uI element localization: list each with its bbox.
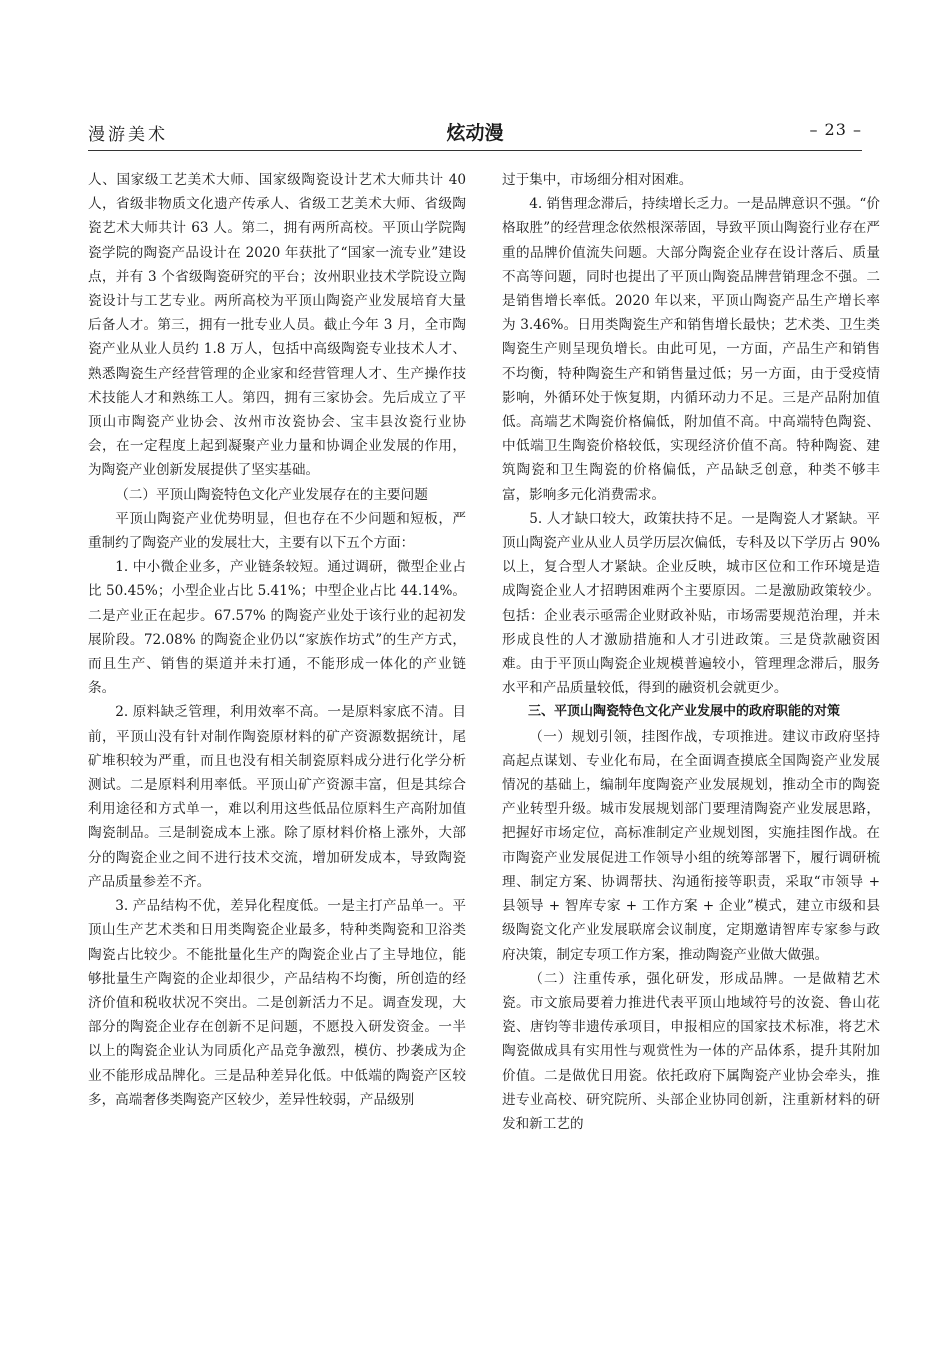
left-column <box>88 168 466 1112</box>
paragraph: 2. 原料缺乏管理，利用效率不高。一是原料家底不清。目前，平顶山没有针对制作陶瓷原材料的矿产资源数据统计，尾矿堆积较为严重，而且也没有相关制瓷原料成分进行化学分析测试。二是原料利用率低。平顶山矿产资源丰富，但是其综合利用途径和方式单一，难以利用这些低品位原料生产高附加值陶瓷制品。三是制瓷成本上涨。除了原材料价格上涨外，大部分的陶瓷企业之间不进行技术交流，增加研发成本，导致陶瓷产品质量参差不齐。 <box>88 704 466 890</box>
section-heading: 三、平顶山陶瓷特色文化产业发展中的政府职能的对策 <box>528 704 841 720</box>
paragraph: 过于集中，市场细分相对困难。 <box>502 172 693 188</box>
subsection-heading: （二）平顶山陶瓷特色文化产业发展存在的主要问题 <box>115 486 428 503</box>
paragraph: 5. 人才缺口较大，政策扶持不足。一是陶瓷人才紧缺。平顶山陶瓷产业从业人员学历层次偏低，专科及以下学历占 90% 以上，复合型人才紧缺。企业反映，城市区位和工作环境是造成陶瓷企业人才招聘困难两个主要原因。二是激励政策较少。包括：企业表示亟需企业财政补贴，市场需要规范治理，并未形成良性的人才激励措施和人才引进政策。三是贷款融资困难。由于平顶山陶瓷企业规模普遍较小，管理理念滞后，服务水平和产品质量较低，得到的融资机会就更少。 <box>502 510 880 697</box>
header-rule <box>88 150 862 151</box>
page-number: – 23 – <box>809 120 862 139</box>
journal-name: 漫游美术 <box>88 125 168 145</box>
paragraph: 平顶山陶瓷产业优势明显，但也存在不少问题和短板，严重制约了陶瓷产业的发展壮大，主要有以下五个方面： <box>88 510 466 552</box>
paragraph: （二）注重传承，强化研发，形成品牌。一是做精艺术瓷。市文旅局要着力推进代表平顶山地域符号的汝瓷、鲁山花瓷、唐钧等非遗传承项目，申报相应的国家技术标准，将艺术陶瓷做成具有实用性与观赏性为一体的产品体系，提升其附加价值。二是做优日用瓷。依托政府下属陶瓷产业协会牵头，推进专业高校、研究院所、头部企业协同创新，注重新材料的研发和新工艺的 <box>502 970 880 1132</box>
right-column <box>502 168 880 1136</box>
section-title: 炫动漫 <box>446 122 504 144</box>
running-header <box>88 118 862 148</box>
paragraph: （一）规划引领，挂图作战，专项推进。建议市政府坚持高起点谋划、专业化布局，在全面调查摸底全国陶瓷产业发展情况的基础上，编制年度陶瓷产业发展规划，推动全市的陶瓷产业转型升级。城市发展规划部门要理清陶瓷产业发展思路，把握好市场定位，高标准制定产业规划图，实施挂图作战。在市陶瓷产业发展促进工作领导小组的统筹部署下，履行调研梳理、制定方案、协调帮扶、沟通衔接等职责，采取“市领导 + 县领导 + 智库专家 + 工作方案 + 企业”模式，建立市级和县级陶瓷文化产业发展联席会议制度，定期邀请智库专家参与政府决策，制定专项工作方案，推动陶瓷产业做大做强。 <box>502 728 880 963</box>
paragraph: 4. 销售理念滞后，持续增长乏力。一是品牌意识不强。“价格取胜”的经营理念依然根深蒂固，导致平顶山陶瓷行业存在严重的品牌价值流失问题。大部分陶瓷企业存在设计落后、质量不高等问题，同时也提出了平顶山陶瓷品牌营销理念不强。二是销售增长率低。2020 年以来，平顶山陶瓷产品生产增长率为 3.46%。日用类陶瓷生产和销售增长最快；艺术类、卫生类陶瓷生产则呈现负增长。由此可见，一方面，产品生产和销售不均衡，特种陶瓷生产和销售量过低；另一方面，由于受疫情影响，外循环处于恢复期，内循环动力不足。三是产品附加值低。高端艺术陶瓷价格偏低，附加值不高。中高端特色陶瓷、中低端卫生陶瓷价格较低，实现经济价值不高。特种陶瓷、建筑陶瓷和卫生陶瓷的价格偏低，产品缺乏创意，种类不够丰富，影响多元化消费需求。 <box>502 196 880 503</box>
paragraph: 3. 产品结构不优，差异化程度低。一是主打产品单一。平顶山生产艺术类和日用类陶瓷企业最多，特种类陶瓷和卫浴类陶瓷占比较少。不能批量化生产的陶瓷企业占了主导地位，能够批量生产陶瓷的企业却很少，产品结构不均衡，所创造的经济价值和税收状况不突出。二是创新活力不足。调查发现，大部分的陶瓷企业存在创新不足问题，不愿投入研发资金。一半以上的陶瓷企业认为同质化产品竞争激烈，模仿、抄袭成为企业不能形成品牌化。三是品种差异化低。中低端的陶瓷产区较多，高端奢侈类陶瓷产区较少，差异性较弱，产品级别 <box>88 898 466 1108</box>
paragraph: 1. 中小微企业多，产业链条较短。通过调研，微型企业占比 50.45%；小型企业占比 5.41%；中型企业占比 44.14%。二是产业正在起步。67.57% 的陶瓷产业处于该行业的起初发展阶段。72.08% 的陶瓷企业仍以“家族作坊式”的生产方式，而且生产、销售的渠道并未打通，不能形成一体化的产业链条。 <box>88 559 466 697</box>
paragraph: 人、国家级工艺美术大师、国家级陶瓷设计艺术大师共计 40 人，省级非物质文化遗产传承人、省级工艺美术大师、省级陶瓷艺术大师共计 63 人。第二，拥有两所高校。平顶山学院陶瓷学院的陶瓷产品设计在 2020 年获批了“国家一流专业”建设点，并有 3 个省级陶瓷研究的平台；汝州职业技术学院设立陶瓷设计与工艺专业。两所高校为平顶山陶瓷产业发展培育大量后备人才。第三，拥有一批专业人员。截止今年 3 月，全市陶瓷产业从业人员约 1.8 万人，包括中高级陶瓷专业技术人才、熟悉陶瓷生产经营管理的企业家和经营管理人才、生产操作技术技能人才和熟练工人。第四，拥有三家协会。先后成立了平顶山市陶瓷产业协会、汝州市汝瓷协会、宝丰县汝瓷行业协会，在一定程度上起到凝聚产业力量和协调企业发展的作用，为陶瓷产业创新发展提供了坚实基础。 <box>88 172 466 479</box>
